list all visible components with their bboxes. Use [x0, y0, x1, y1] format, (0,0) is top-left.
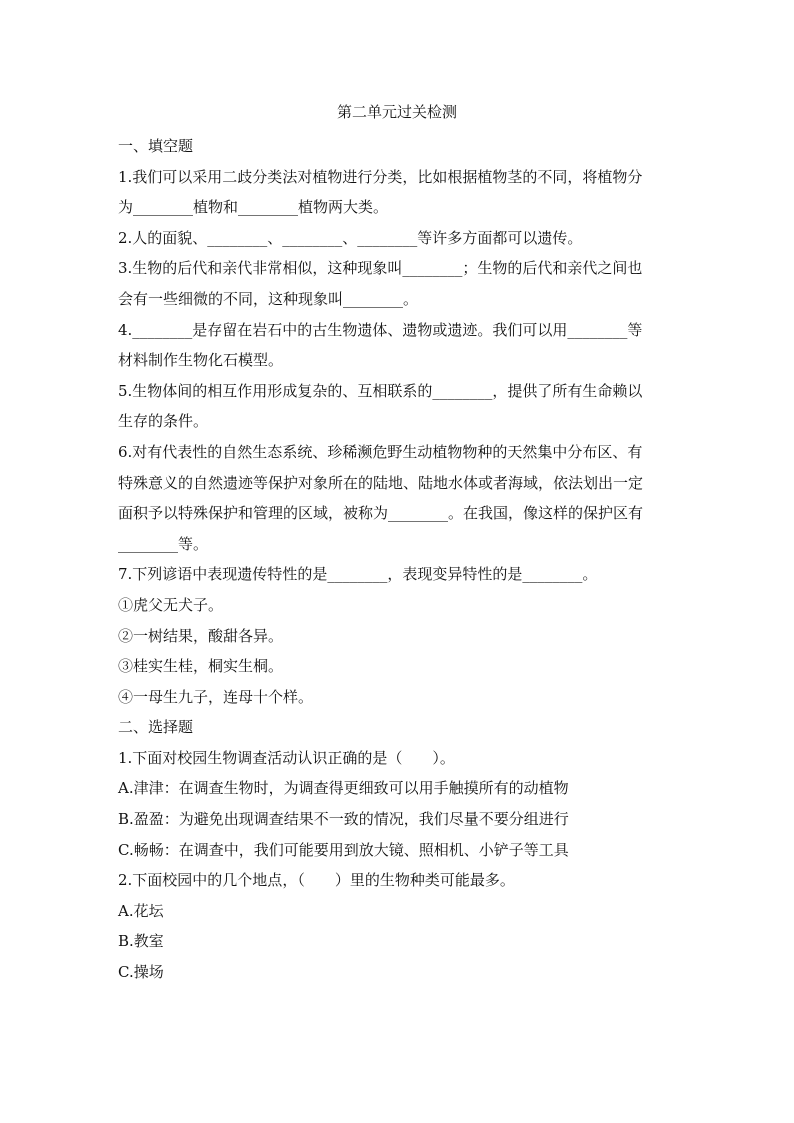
proverb-item: ③桂实生桂，桐实生桐。 — [118, 657, 284, 676]
page-title: 第二单元过关检测 — [336, 103, 457, 121]
question-line: 7.下列谚语中表现遗传特性的是________，表现变异特性的是________。 — [118, 565, 598, 584]
proverb-item: ①虎父无犬子。 — [118, 595, 224, 614]
question-line: 2.人的面貌、________、________、________等许多方面都可以遗传。 — [118, 228, 583, 247]
choice-option: C.畅畅：在调查中，我们可能要用到放大镜、照相机、小铲子等工具 — [118, 840, 569, 859]
question-line: 5.生物体间的相互作用形成复杂的、互相联系的________，提供了所有生命赖以 — [118, 381, 643, 400]
proverb-item: ②一树结果，酸甜各异。 — [118, 626, 284, 645]
choice-option: B.教室 — [118, 932, 164, 951]
question-line: 1.我们可以采用二歧分类法对植物进行分类，比如根据植物茎的不同，将植物分 — [118, 167, 643, 186]
question-line: 2.下面校园中的几个地点，（ ）里的生物种类可能最多。 — [118, 871, 515, 890]
question-line: ________等。 — [118, 534, 209, 553]
question-line: 为________植物和________植物两大类。 — [118, 198, 389, 217]
choice-option: A.津津：在调查生物时，为调查得更细致可以用手触摸所有的动植物 — [118, 779, 569, 798]
question-line: 特殊意义的自然遗迹等保护对象所在的陆地、陆地水体或者海域，依法划出一定 — [118, 473, 644, 492]
question-line: 会有一些细微的不同，这种现象叫________。 — [118, 289, 419, 308]
question-line: 4.________是存留在岩石中的古生物遗体、遗物或遗迹。我们可以用________等 — [118, 320, 643, 339]
question-line: 面积予以特殊保护和管理的区域，被称为________。在我国，像这样的保护区有 — [118, 504, 644, 523]
choice-option: A.花坛 — [118, 901, 164, 920]
document-body — [118, 131, 678, 988]
question-line: 材料制作生物化石模型。 — [118, 351, 284, 370]
choice-option: C.操场 — [118, 963, 164, 982]
section-heading-fill-blank: 一、填空题 — [118, 137, 194, 155]
question-line: 3.生物的后代和亲代非常相似，这种现象叫________；生物的后代和亲代之间也 — [118, 259, 643, 278]
question-line: 6.对有代表性的自然生态系统、珍稀濒危野生动植物物种的天然集中分布区、有 — [118, 442, 643, 461]
question-line: 1.下面对校园生物调查活动认识正确的是（ ）。 — [118, 748, 455, 767]
proverb-item: ④一母生九子，连母十个样。 — [118, 687, 314, 706]
question-line: 生存的条件。 — [118, 412, 209, 431]
section-heading-multiple-choice: 二、选择题 — [118, 718, 194, 737]
choice-option: B.盈盈：为避免出现调查结果不一致的情况，我们尽量不要分组进行 — [118, 810, 569, 829]
